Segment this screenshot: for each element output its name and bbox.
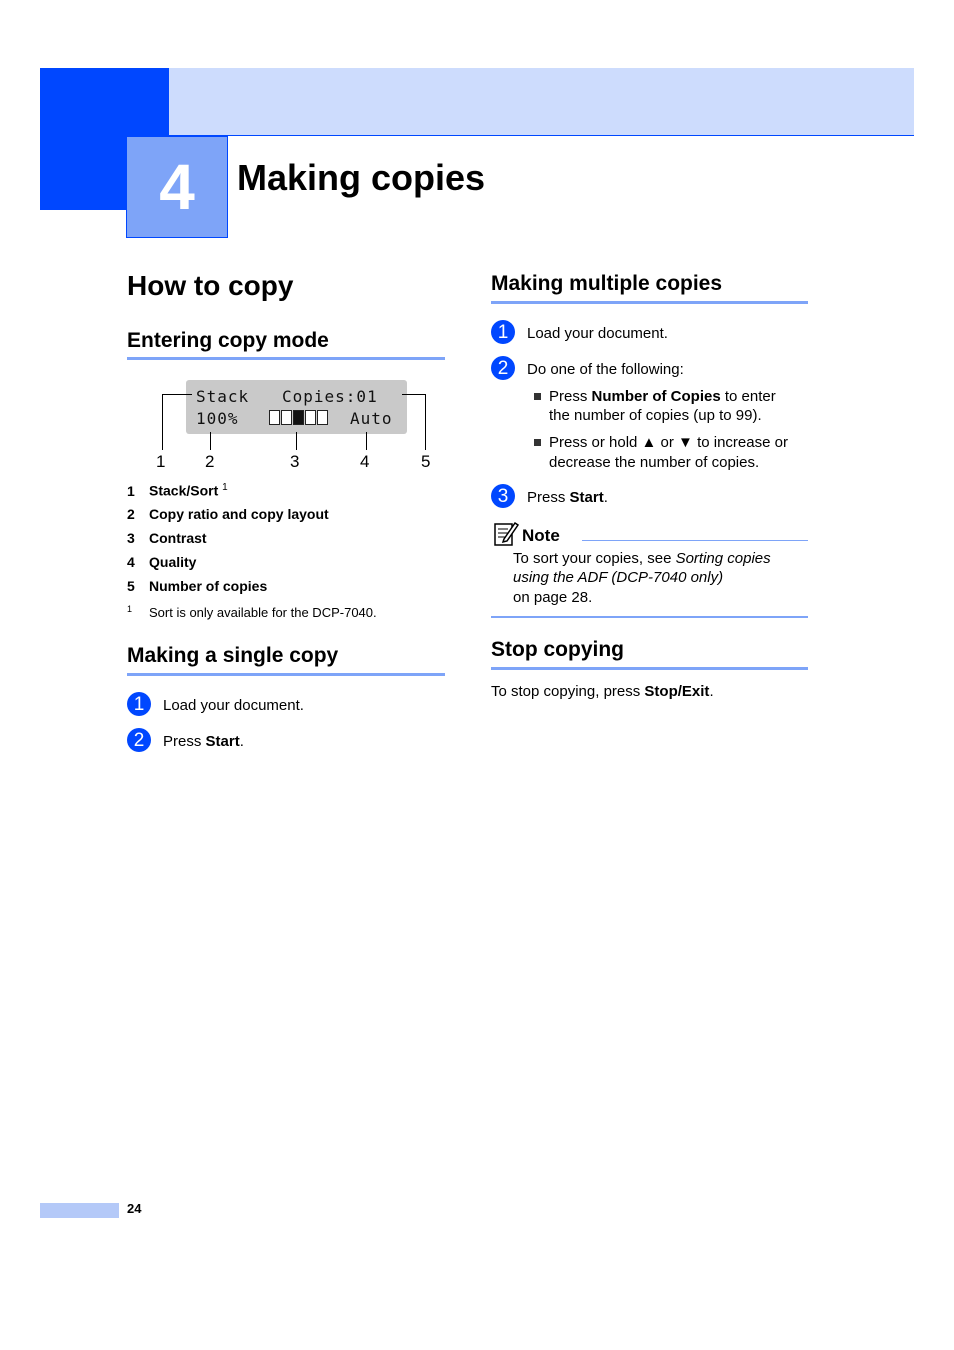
note-label: Note (522, 526, 560, 545)
note-link-page[interactable]: on page 28. (513, 589, 593, 606)
step-text: Load your document. (527, 325, 668, 342)
callout-line-4 (366, 432, 367, 450)
callout-line-5 (425, 394, 426, 450)
callout-number-2: 2 (205, 452, 215, 471)
callout-number-5: 5 (421, 452, 431, 471)
step-text: Load your document. (163, 697, 304, 714)
header-band (169, 68, 914, 136)
callout-line-2 (210, 432, 211, 450)
heading-rule (491, 301, 808, 304)
legend-item: 3 Contrast (127, 530, 207, 546)
note-pencil-icon (492, 519, 520, 547)
step-text: Do one of the following: (527, 361, 684, 378)
note-text: To sort your copies, see Sorting copies (513, 550, 771, 567)
contrast-segment (269, 410, 280, 425)
chapter-number: 4 (126, 136, 228, 238)
heading-rule (127, 357, 445, 360)
bullet-text: decrease the number of copies. (549, 454, 760, 471)
note-bottom-rule (491, 616, 808, 618)
heading-making-multiple-copies: Making multiple copies (491, 272, 723, 295)
section-title-how-to-copy: How to copy (127, 270, 294, 301)
lcd-ratio: 100% (196, 409, 239, 428)
step-number-icon: 3 (491, 484, 515, 508)
footer-bar (40, 1203, 119, 1218)
callout-number-4: 4 (360, 452, 370, 471)
callout-line-5-h (402, 394, 426, 395)
legend-item: 1 Stack/Sort $^1$ (127, 482, 228, 499)
heading-rule (491, 667, 808, 670)
heading-stop-copying: Stop copying (491, 638, 624, 661)
step-number-icon: 2 (491, 356, 515, 380)
bullet-text: Press or hold ▲ or ▼ to increase or (549, 434, 788, 451)
bullet-square-icon (534, 439, 541, 446)
step-text: Press Start. (527, 489, 608, 506)
heading-entering-copy-mode: Entering copy mode (127, 329, 329, 352)
legend-item: 2 Copy ratio and copy layout (127, 506, 329, 522)
lcd-contrast-bar (269, 410, 328, 425)
lcd-copies: Copies:01 (282, 387, 378, 406)
callout-line-1-h (162, 394, 192, 395)
page-number: 24 (127, 1201, 142, 1216)
heading-making-single-copy: Making a single copy (127, 644, 339, 667)
step-number-icon: 1 (127, 692, 151, 716)
note-text: using the ADF (DCP-7040 only) (513, 569, 724, 586)
callout-number-3: 3 (290, 452, 300, 471)
contrast-segment-active (293, 410, 304, 425)
contrast-segment (305, 410, 316, 425)
stop-text: To stop copying, press Stop/Exit. (491, 683, 714, 700)
legend-item: 5 Number of copies (127, 578, 268, 594)
note-top-rule (582, 540, 808, 541)
contrast-segment (281, 410, 292, 425)
contrast-segment (317, 410, 328, 425)
step-number-icon: 2 (127, 728, 151, 752)
step-text: Press Start. (163, 733, 244, 750)
lcd-display (186, 380, 407, 434)
callout-line-1 (162, 394, 163, 450)
bullet-text: Press Number of Copies to enter (549, 388, 776, 405)
heading-rule (127, 673, 445, 676)
bullet-square-icon (534, 393, 541, 400)
callout-number-1: 1 (156, 452, 166, 471)
lcd-quality: Auto (350, 409, 393, 428)
step-number-icon: 1 (491, 320, 515, 344)
chapter-title: Making copies (237, 157, 486, 198)
callout-line-3 (296, 432, 297, 450)
bullet-text: the number of copies (up to 99). (549, 407, 762, 424)
footnote: $^1$ Sort is only available for the DCP-7040. (127, 604, 377, 620)
header-rule (169, 135, 914, 136)
legend-item: 4 Quality (127, 554, 197, 570)
lcd-stack: Stack (196, 387, 250, 406)
